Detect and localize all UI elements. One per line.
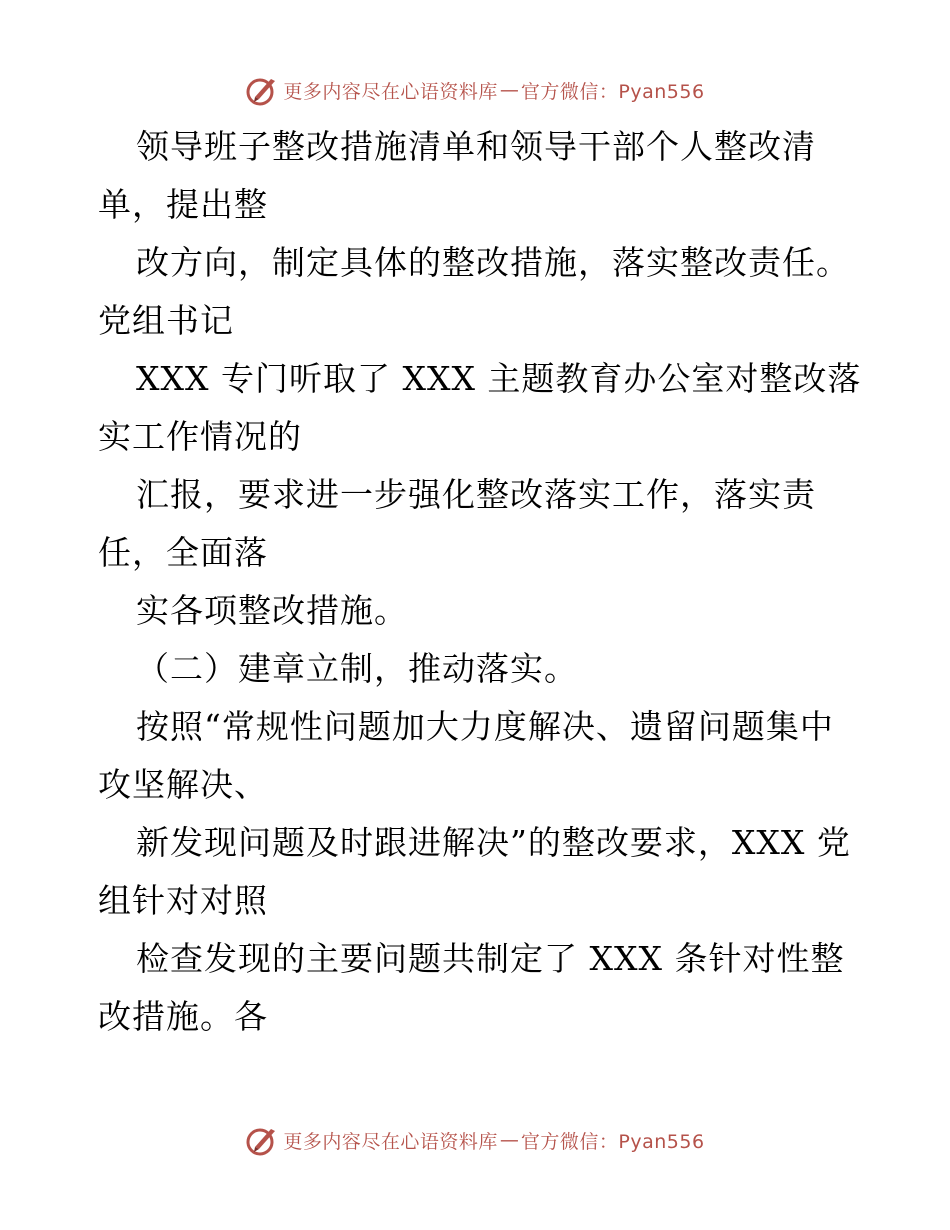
text-line: 单，提出整 [98, 185, 268, 224]
text-line: 攻坚解决、 [98, 765, 268, 804]
text-line: 实各项整改措施。 [136, 591, 408, 630]
text-line: 改方向，制定具体的整改措施，落实整改责任。 [136, 243, 850, 282]
text-line: 汇报，要求进一步强化整改落实工作，落实责 [136, 475, 816, 514]
header-watermark [0, 70, 950, 110]
watermark-suffix: 官方微信：Pyan556 [520, 1130, 705, 1153]
text-line: 检查发现的主要问题共制定了 XXX 条针对性整 [136, 939, 845, 978]
watermark-text: 更多内容尽在心语资料库 [283, 80, 498, 103]
text-line: XXX 专门听取了 XXX 主题教育办公室对整改落 [136, 359, 862, 398]
watermark-suffix: 官方微信：Pyan556 [520, 80, 705, 103]
text-line: 党组书记 [98, 301, 234, 340]
text-line: 任，全面落 [98, 533, 268, 572]
text-line: （二）建章立制，推动落实。 [136, 649, 578, 688]
quill-pen-circle-icon [245, 1123, 279, 1157]
watermark-separator: — [499, 79, 519, 101]
quill-pen-circle-icon [245, 73, 279, 107]
watermark-text: 更多内容尽在心语资料库 [283, 1130, 498, 1153]
text-line: 实工作情况的 [98, 417, 302, 456]
document-body [98, 118, 862, 1046]
text-line: 新发现问题及时跟进解决”的整改要求，XXX 党 [136, 823, 851, 862]
watermark-separator: — [499, 1129, 519, 1151]
text-line: 组针对对照 [98, 881, 268, 920]
footer-watermark [0, 1120, 950, 1160]
text-line: 领导班子整改措施清单和领导干部个人整改清 [136, 127, 816, 166]
text-line: 改措施。各 [98, 997, 268, 1036]
text-line: 按照“常规性问题加大力度解决、遗留问题集中 [136, 707, 834, 746]
